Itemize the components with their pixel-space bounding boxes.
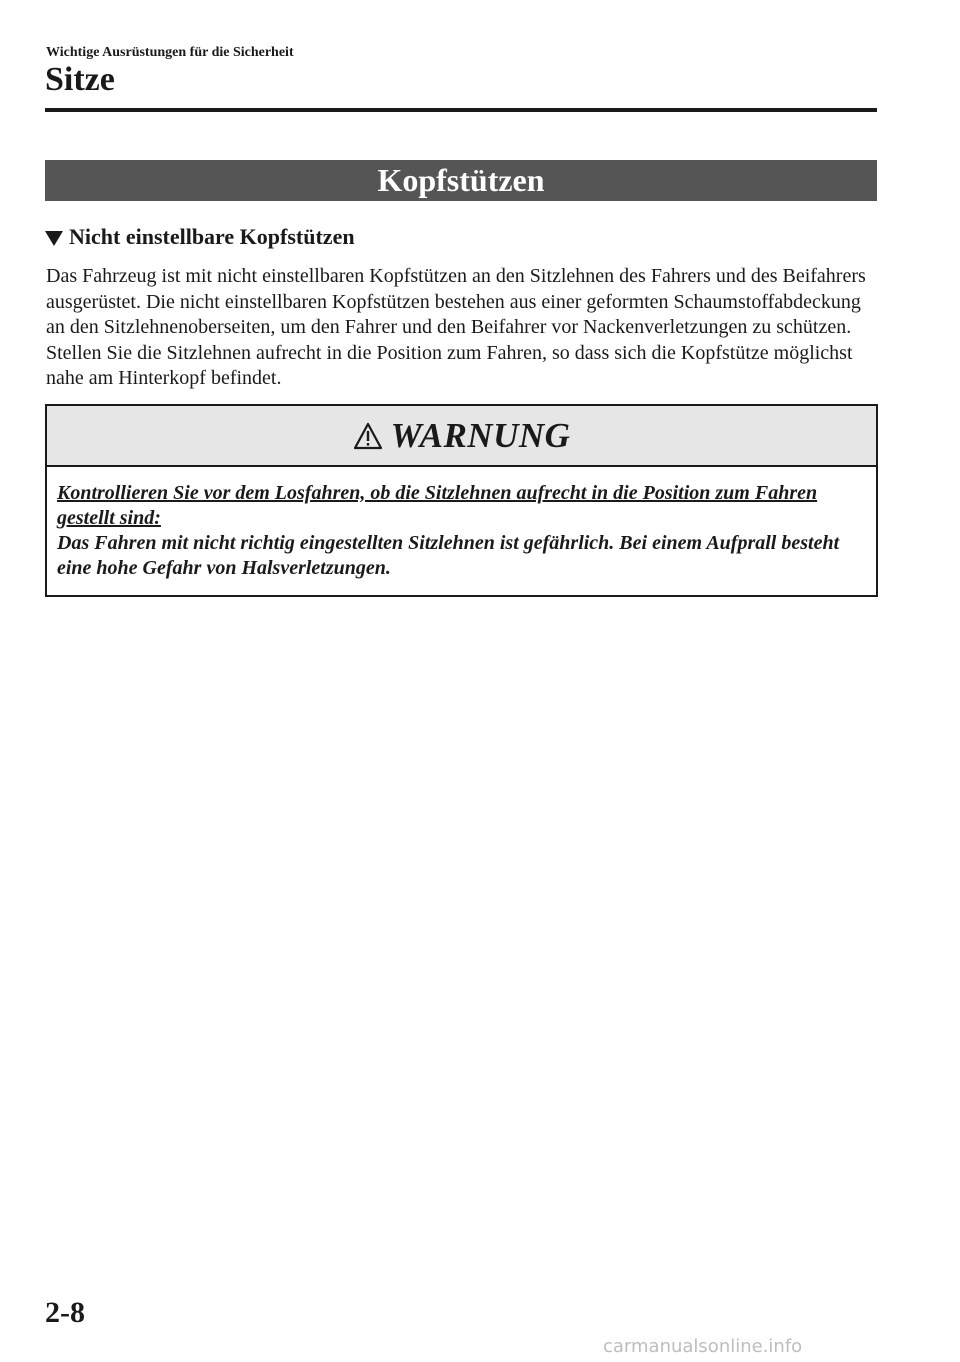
warning-body [47, 467, 876, 581]
subheading [45, 224, 355, 250]
page-title: Sitze [45, 61, 115, 98]
chapter-kicker: Wichtige Ausrüstungen für die Sicherheit [46, 45, 294, 60]
subheading-label: Nicht einstellbare Kopfstützen [69, 224, 355, 249]
body-paragraph: Das Fahrzeug ist mit nicht einstellbaren Kopfstützen an den Sitzlehnen des Fahrers und des Beifahrers ausgerüstet. Die nicht einstellbaren Kopfstützen bestehen aus einer geformten Schaumstoffabdeckung an den Sitzlehnenoberseiten, um den Fahrer und den Beifahrer vor Nackenverletzungen zu schützen. Stellen Sie die Sitzlehnen aufrecht in die Position zum Fahren, so dass sich die Kopfstütze möglichst nahe am Hinterkopf befindet. [46, 265, 866, 389]
watermark: carmanualsonline.info [603, 1336, 803, 1357]
section-banner: Kopfstützen [45, 160, 877, 201]
warning-label: WARNUNG [390, 415, 571, 455]
title-rule [45, 108, 877, 112]
warning-box [45, 404, 878, 597]
warning-lead: Kontrollieren Sie vor dem Losfahren, ob die Sitzlehnen aufrecht in die Position zum Fahren gestellt sind: [57, 482, 818, 529]
warning-text: Das Fahren mit nicht richtig eingestellten Sitzlehnen ist gefährlich. Bei einem Aufprall besteht eine hohe Gefahr von Halsverletzungen. [57, 532, 840, 579]
triangle-down-icon [45, 231, 63, 246]
warning-header [47, 406, 876, 467]
warning-triangle-icon [353, 422, 383, 450]
page-number: 2-8 [45, 1296, 85, 1329]
